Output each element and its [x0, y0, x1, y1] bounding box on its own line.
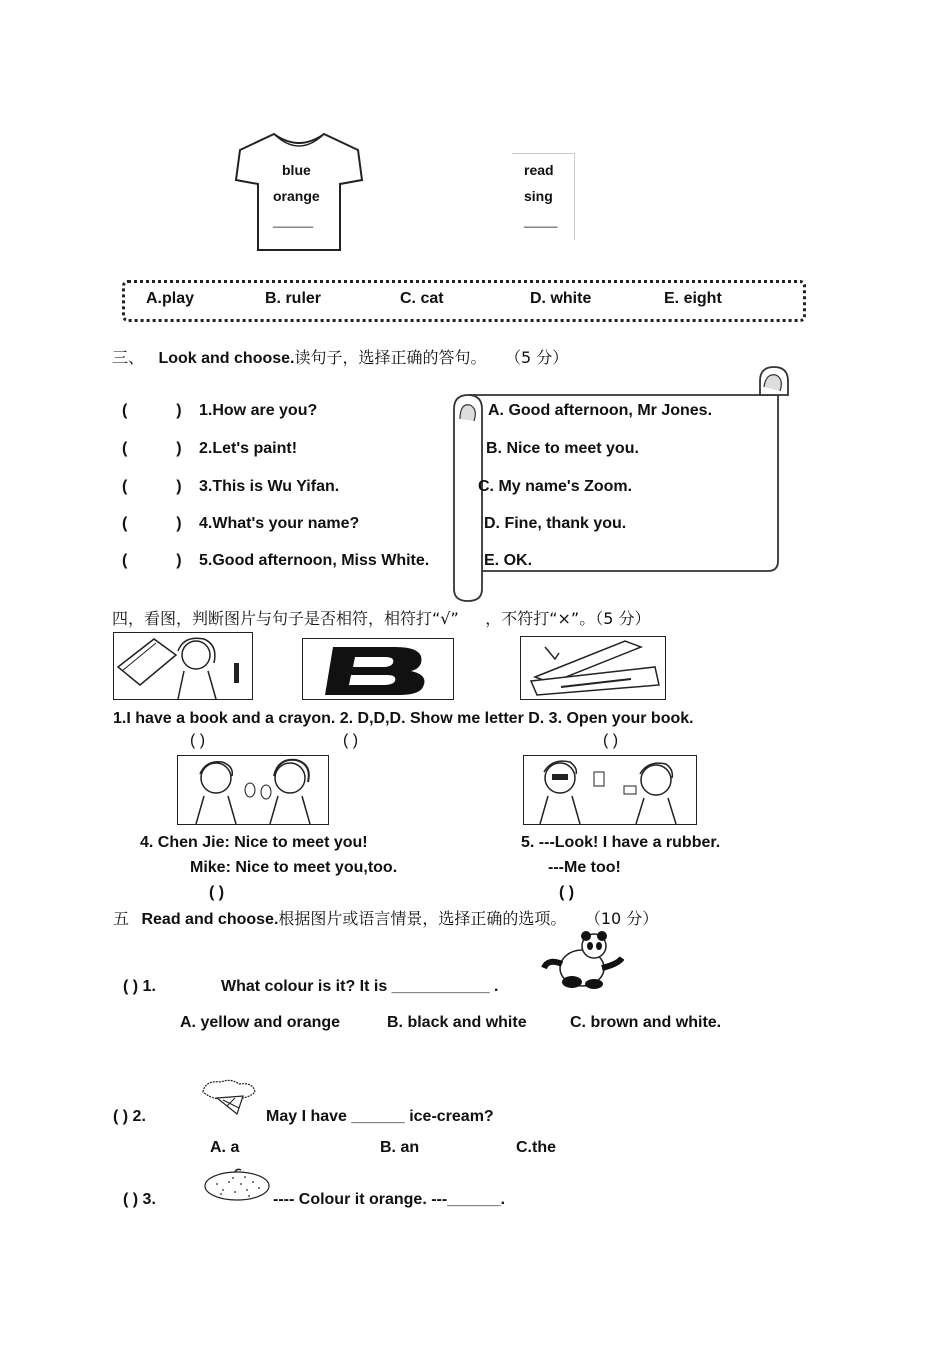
section5-title-cn: 根据图片或语言情景，选择正确的选项。 — [278, 909, 567, 928]
section5-num: 五 — [113, 909, 130, 928]
s3-question-2: 2.Let's paint! — [199, 440, 298, 457]
s3-answer-a: A. Good afternoon, Mr Jones. — [488, 402, 713, 419]
section3-num: 三、 — [112, 348, 145, 367]
s4-item4-line2: Mike: Nice to meet you,too. — [190, 859, 398, 876]
section4-heading — [112, 606, 651, 629]
s3-answer-b: B. Nice to meet you. — [486, 440, 639, 457]
s5-q2-text: May I have ______ ice-cream? — [266, 1108, 494, 1125]
s5-q3-paren[interactable]: ( ) 3. — [123, 1191, 156, 1208]
s3-paren-2[interactable]: ( ) — [122, 440, 182, 457]
section3-score: （5 分） — [504, 348, 569, 367]
s5-q1-text: What colour is it? It is ___________ . — [221, 978, 499, 995]
s5-q1-option-a: A. yellow and orange — [180, 1014, 341, 1031]
s4-item4-line1: 4. Chen Jie: Nice to meet you! — [140, 834, 368, 851]
ice-cream-icon — [195, 1078, 267, 1118]
s3-answer-d: D. Fine, thank you. — [484, 515, 627, 532]
section4-title: 四，看图，判断图片与句子是否相符，相符打“√” — [112, 609, 459, 628]
rubber-picture — [523, 755, 697, 825]
orange-icon — [203, 1168, 271, 1202]
verb-word-1: read — [524, 162, 554, 178]
s5-q2-option-b: B. an — [380, 1139, 420, 1156]
s5-q2-option-a: A. a — [210, 1139, 240, 1156]
shirt-word-2: orange — [273, 188, 320, 204]
s5-q1-option-c: C. brown and white. — [570, 1014, 722, 1031]
word-bank-d: D. white — [530, 290, 592, 307]
letter-b-icon — [303, 639, 453, 699]
word-bank-e: E. eight — [664, 290, 722, 307]
s3-question-5: 5.Good afternoon, Miss White. — [199, 552, 430, 569]
s5-q1-option-b: B. black and white — [387, 1014, 527, 1031]
s4-paren-4[interactable]: ( ) — [209, 884, 225, 901]
girl-book-icon — [114, 633, 252, 699]
shirt-word-1: blue — [282, 162, 311, 178]
s5-q2-paren[interactable]: ( ) 2. — [113, 1108, 146, 1125]
greeting-picture — [177, 755, 329, 825]
s3-question-3: 3.This is Wu Yifan. — [199, 478, 340, 495]
s4-paren-1[interactable]: ( ) — [190, 732, 206, 749]
section3-title-en: Look and choose. — [158, 350, 295, 367]
kids-greeting-icon — [178, 756, 328, 824]
panda-icon — [538, 928, 624, 990]
verb-blank: _____ — [524, 214, 558, 228]
section5-heading — [113, 906, 658, 929]
s4-paren-3[interactable]: ( ) — [603, 732, 619, 749]
s3-answer-c: C. My name's Zoom. — [478, 478, 633, 495]
s3-answer-e: E. OK. — [484, 552, 533, 569]
verb-word-2: sing — [524, 188, 553, 204]
boys-rubber-icon — [524, 756, 696, 824]
section5-title-en: Read and choose. — [141, 911, 279, 928]
s3-question-4: 4.What's your name? — [199, 515, 360, 532]
section5-score: （10 分） — [584, 909, 659, 928]
letter-b-picture — [302, 638, 454, 700]
s5-q1-paren[interactable]: ( ) 1. — [123, 978, 156, 995]
section4-sentences: 1.I have a book and a crayon. 2. D,D,D. Show me letter D. 3. Open your book. — [113, 710, 694, 727]
s4-paren-2[interactable]: ( ) — [343, 732, 359, 749]
s3-question-1: 1.How are you? — [199, 402, 318, 419]
pencil-box-picture — [520, 636, 666, 700]
s5-q3-text: ---- Colour it orange. ---______. — [273, 1191, 506, 1208]
word-bank-c: C. cat — [400, 290, 444, 307]
word-bank-b: B. ruler — [265, 290, 322, 307]
s3-paren-5[interactable]: ( ) — [122, 552, 182, 569]
word-bank-a: A.play — [146, 290, 195, 307]
s3-paren-1[interactable]: ( ) — [122, 402, 182, 419]
girl-book-picture — [113, 632, 253, 700]
s4-item5-line1: 5. ---Look! I have a rubber. — [521, 834, 721, 851]
pencil-box-icon — [521, 637, 665, 699]
s3-paren-4[interactable]: ( ) — [122, 515, 182, 532]
s5-q2-option-c: C.the — [516, 1139, 556, 1156]
s3-paren-3[interactable]: ( ) — [122, 478, 182, 495]
section4-title-b: ，不符打“×”。（5 分） — [485, 609, 651, 628]
s4-item5-line2: ---Me too! — [548, 859, 621, 876]
s4-paren-5[interactable]: ( ) — [559, 884, 575, 901]
shirt-blank: ______ — [273, 214, 314, 228]
section3-title-cn: 读句子，选择正确的答句。 — [294, 348, 487, 367]
